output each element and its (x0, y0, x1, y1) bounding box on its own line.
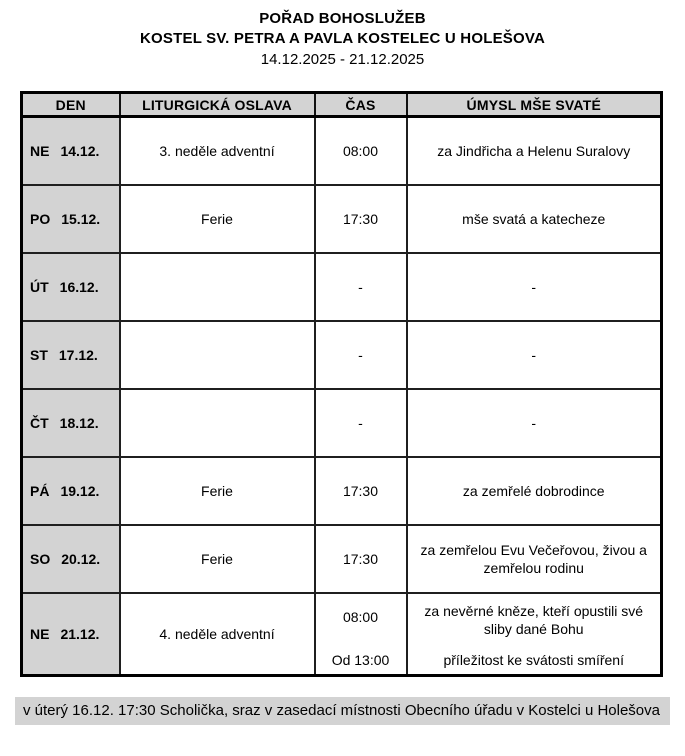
celebration-cell: Ferie (120, 185, 315, 253)
column-header-liturgical-celebration: LITURGICKÁ OSLAVA (120, 93, 315, 117)
mass-schedule-table (20, 91, 663, 677)
column-header-time: ČAS (315, 93, 407, 117)
column-header-day: DEN (22, 93, 120, 117)
time-cell: - (315, 321, 407, 389)
time-entry: 08:00 (342, 608, 379, 625)
day-date: 15.12. (61, 210, 101, 227)
day-abbrev: ST (30, 346, 48, 363)
day-cell (22, 253, 120, 321)
day-abbrev: NE (30, 142, 50, 159)
church-name: KOSTEL SV. PETRA A PAVLA KOSTELEC U HOLEŠOVA (140, 30, 545, 47)
intention-cell: za Jindřicha a Helenu Suralovy (407, 117, 662, 185)
celebration-cell: Ferie (120, 457, 315, 525)
day-cell (22, 117, 120, 185)
day-cell (22, 525, 120, 593)
time-entry: Od 13:00 (331, 651, 390, 668)
table-row (22, 185, 662, 253)
document-header (0, 0, 685, 71)
day-date: 14.12. (60, 142, 100, 159)
day-date: 19.12. (60, 482, 100, 499)
day-cell (22, 321, 120, 389)
celebration-cell: Ferie (120, 525, 315, 593)
time-cell: 17:30 (315, 185, 407, 253)
intention-entry: za nevěrné kněze, kteří opustili své sliby dané Bohu (424, 602, 644, 637)
intention-cell: mše svatá a katecheze (407, 185, 662, 253)
time-cell: 17:30 (315, 457, 407, 525)
celebration-cell (120, 321, 315, 389)
day-abbrev: NE (30, 625, 50, 642)
table-header-row (22, 93, 662, 117)
footer-note: v úterý 16.12. 17:30 Scholička, sraz v zasedací místnosti Obecního úřadu v Kostelci u Holešova (15, 697, 670, 725)
celebration-cell (120, 253, 315, 321)
intention-entry: příležitost ke svátosti smíření (443, 651, 624, 668)
table-row (22, 593, 662, 676)
time-cell: 08:00 (315, 117, 407, 185)
day-date: 17.12. (58, 346, 98, 363)
celebration-cell (120, 389, 315, 457)
day-abbrev: SO (30, 550, 51, 567)
time-cell: 17:30 (315, 525, 407, 593)
page-title: POŘAD BOHOSLUŽEB (259, 10, 426, 27)
intention-cell: - (407, 253, 662, 321)
time-cell: - (315, 253, 407, 321)
day-abbrev: PO (30, 210, 51, 227)
date-range: 14.12.2025 - 21.12.2025 (260, 51, 425, 68)
intention-cell: za zemřelou Evu Večeřovou, živou a zemřelou rodinu (407, 525, 662, 593)
day-abbrev: ČT (30, 414, 49, 431)
day-date: 18.12. (59, 414, 99, 431)
day-date: 21.12. (60, 625, 100, 642)
intention-cell (407, 593, 662, 676)
intention-cell: - (407, 389, 662, 457)
day-date: 20.12. (61, 550, 101, 567)
day-cell (22, 185, 120, 253)
table-row (22, 389, 662, 457)
day-cell (22, 457, 120, 525)
table-row (22, 117, 662, 185)
day-cell (22, 389, 120, 457)
table-row (22, 457, 662, 525)
day-date: 16.12. (59, 278, 99, 295)
intention-cell: za zemřelé dobrodince (407, 457, 662, 525)
time-cell (315, 593, 407, 676)
table-row (22, 525, 662, 593)
table-row (22, 321, 662, 389)
table-row (22, 253, 662, 321)
celebration-cell: 3. neděle adventní (120, 117, 315, 185)
intention-cell: - (407, 321, 662, 389)
day-abbrev: ÚT (30, 278, 49, 295)
day-cell (22, 593, 120, 676)
time-cell: - (315, 389, 407, 457)
celebration-cell: 4. neděle adventní (120, 593, 315, 676)
day-abbrev: PÁ (30, 482, 50, 499)
column-header-mass-intention: ÚMYSL MŠE SVATÉ (407, 93, 662, 117)
